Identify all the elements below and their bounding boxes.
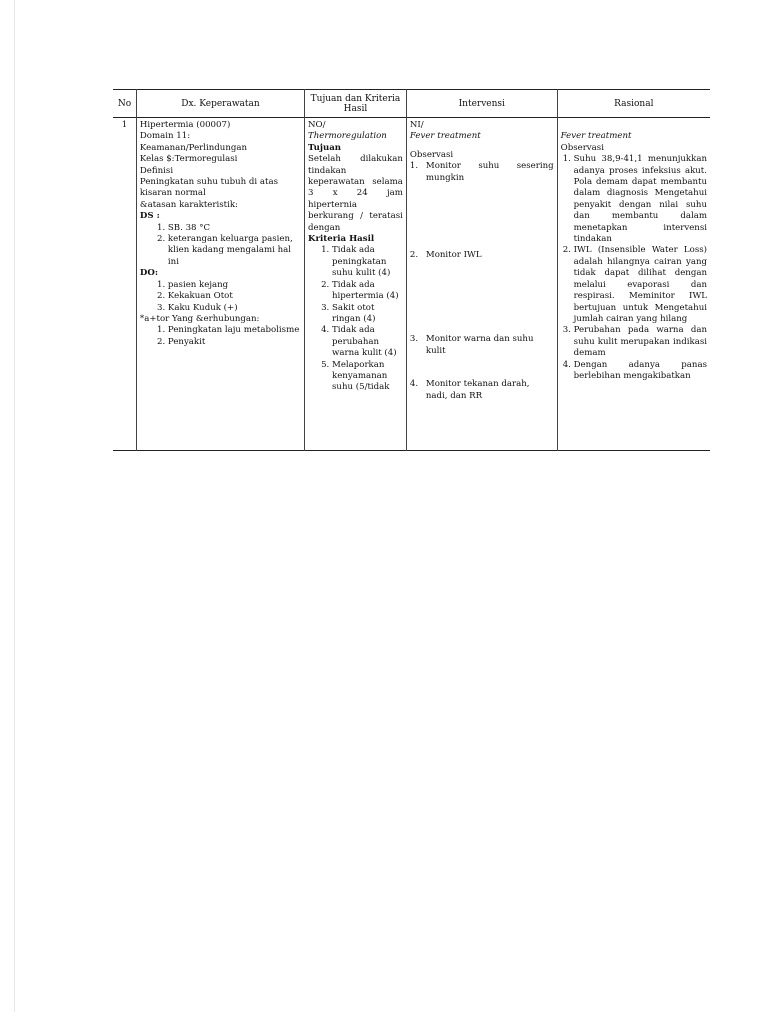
header-no: No (117, 98, 132, 109)
list-item: 3. Perubahan pada warna dan suhu kulit merupakan indikasi demam (574, 325, 707, 359)
intervensi-text: Monitor warna dan suhu kulit (425, 334, 534, 356)
header-dx: Dx. Keperawatan (136, 90, 304, 118)
list-item: 1. Peningkatan laju metabolisme (168, 325, 301, 336)
list-item: 1. SB. 38 °C (168, 223, 301, 234)
dx-domain-name: Keamanan/Perlindungan (139, 142, 248, 153)
dx-definisi-label: Definisi (139, 165, 174, 176)
cell-no: 1 (121, 120, 128, 130)
intervensi-num: 4. (409, 379, 419, 390)
intervensi-text: Monitor tekanan darah, nadi, dan RR (425, 379, 530, 401)
dx-do-label: DO: (139, 268, 159, 279)
nic-label: NI/ (409, 120, 424, 130)
dx-batasan: &atasan karakteristik: (139, 199, 238, 210)
intervensi-num: 1. (409, 161, 419, 172)
dx-kelas: Kelas $:Termoregulasi (139, 154, 238, 165)
list-item: 3. Kaku Kuduk (+) (168, 303, 301, 314)
noc-name: Thermoregulation (308, 131, 387, 142)
tujuan-text: Setelah dilakukan tindakan keperawatan selama 3 x 24 jam hiperternia berkurang / teratasi dengan (308, 154, 403, 233)
dx-do-list (140, 280, 301, 314)
dx-definisi-line: Peningkatan suhu tubuh di atas (139, 177, 279, 188)
kriteria-hasil-list (308, 245, 403, 393)
header-intervensi: Intervensi (406, 90, 557, 118)
list-item: 4. Dengan adanya panas berlebihan mengakibatkan (574, 360, 707, 383)
nursing-care-table (113, 89, 710, 451)
intervensi-item (410, 334, 554, 357)
cell-rasional (557, 118, 710, 451)
dx-faktor-list (140, 325, 301, 348)
dx-ds-label: DS : (139, 211, 160, 222)
list-item: 1. pasien kejang (168, 280, 301, 291)
list-item: 4. Tidak ada perubahan warna kulit (4) (332, 325, 403, 359)
table-header-row (113, 90, 710, 118)
list-item: 1. Tidak ada peningkatan suhu kulit (4) (332, 245, 403, 279)
intervensi-observasi: Observasi (409, 149, 454, 160)
list-item: 2. Kekakuan Otot (168, 291, 301, 302)
header-tujuan: Tujuan dan Kriteria Hasil (305, 90, 407, 118)
dx-faktor: *a+tor Yang &erhubungan: (139, 313, 260, 324)
list-item: 2. IWL (Insensible Water Loss) adalah hilangnya cairan yang tidak dapat dilihat dengan melalui evaporasi dan respirasi. Meminitor IWL bertujuan untuk Mengetahui jumlah cairan yang hilang (574, 245, 707, 325)
dx-domain: Domain 11: (139, 131, 191, 142)
dx-definisi-line: kisaran normal (139, 188, 206, 199)
tujuan-label: Tujuan (308, 142, 342, 153)
page-edge (14, 0, 15, 1012)
list-item: 2. Penyakit (168, 337, 301, 348)
intervensi-item (410, 250, 554, 261)
nic-name: Fever treatment (409, 131, 481, 142)
cell-intervensi (406, 118, 557, 451)
rasional-observasi: Observasi (560, 142, 604, 153)
dx-title: Hipertermia (00007) (139, 120, 231, 130)
cell-tujuan (305, 118, 407, 451)
rasional-list (561, 154, 707, 382)
table-row (113, 118, 710, 451)
list-item: 2. keterangan keluarga pasien, klien kadang mengalami hal ini (168, 234, 301, 268)
list-item: 2. Tidak ada hipertermia (4) (332, 280, 403, 303)
rasional-title: Fever treatment (560, 131, 632, 142)
intervensi-num: 2. (409, 250, 419, 261)
intervensi-text: Monitor suhu sesering mungkin (425, 161, 554, 183)
intervensi-text: Monitor IWL (425, 250, 482, 261)
kriteria-hasil-label: Kriteria Hasil (308, 234, 375, 245)
header-rasional: Rasional (557, 90, 710, 118)
list-item: 3. Sakit otot ringan (4) (332, 303, 403, 326)
cell-dx (136, 118, 304, 451)
noc-label: NO/ (308, 120, 326, 130)
intervensi-item (410, 161, 554, 184)
list-item: 5. Melaporkan kenyamanan suhu (5/tidak (332, 360, 403, 394)
intervensi-num: 3. (409, 334, 419, 345)
dx-ds-list (140, 223, 301, 269)
intervensi-item (410, 379, 554, 402)
list-item: 1. Suhu 38,9-41,1 menunjukkan adanya proses infeksius akut. Pola demam dapat membantu dalam diagnosis Mengetahui penyakit dengan nilai suhu dan membantu dalam menetapkan intervensi tindakan (574, 154, 707, 245)
